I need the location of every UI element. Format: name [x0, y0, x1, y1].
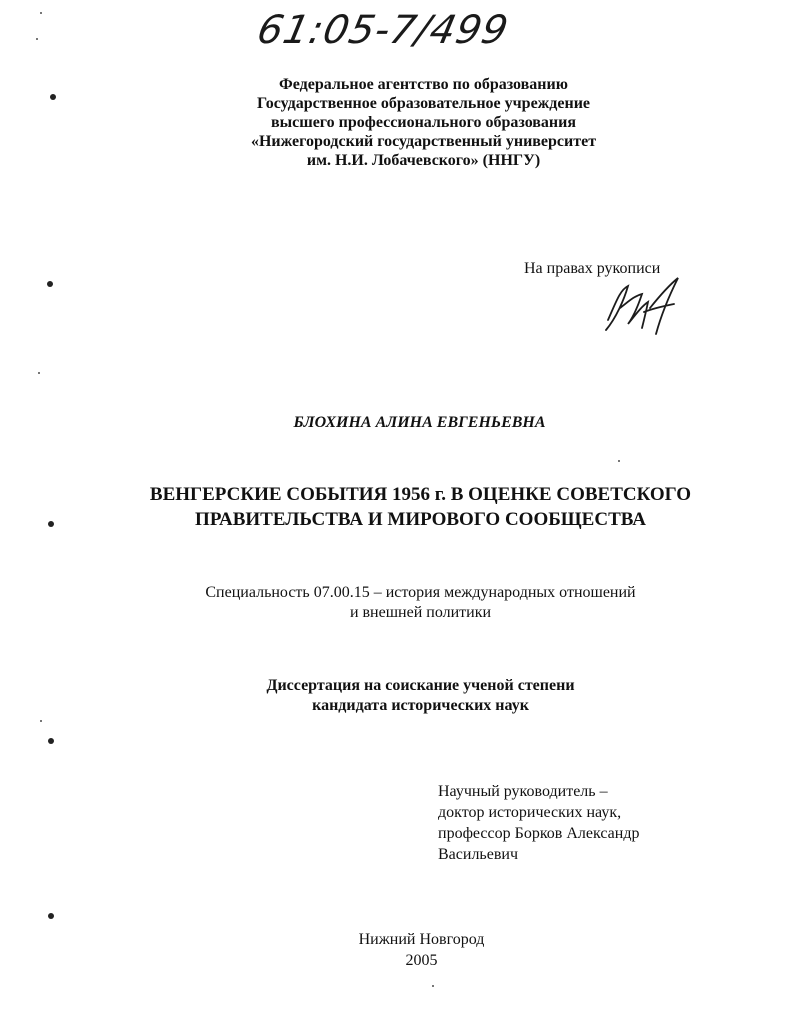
organization-line: Федеральное агентство по образованию [279, 76, 568, 93]
specialty-line: Специальность 07.00.15 – история международных отношений [205, 584, 636, 601]
binder-hole-mark [48, 521, 54, 527]
binder-hole-mark [48, 738, 54, 744]
binder-hole-mark [48, 913, 54, 919]
scan-speck [618, 460, 620, 462]
supervisor-line: профессор Борков Александр [438, 825, 640, 842]
rights-label: На правах рукописи [524, 260, 661, 277]
binder-hole-mark [47, 281, 53, 287]
organization-line: высшего профессионального образования [270, 114, 577, 131]
signature [598, 272, 688, 342]
place-and-year [25, 929, 793, 971]
author-name: БЛОХИНА АЛИНА ЕВГЕНЬЕВНА [293, 414, 546, 431]
city: Нижний Новгород [358, 931, 485, 948]
dissertation-title [24, 482, 793, 532]
scan-speck [432, 985, 434, 987]
scan-speck [40, 12, 42, 14]
title-line: ПРАВИТЕЛЬСТВА И МИРОВОГО СООБЩЕСТВА [195, 509, 646, 530]
scan-speck [38, 372, 40, 374]
supervisor-block [438, 781, 639, 865]
year: 2005 [405, 952, 438, 969]
handwritten-archive-code: 61:05-7/499 [253, 8, 513, 53]
scan-speck [40, 720, 42, 722]
supervisor-line: доктор исторических наук, [438, 804, 622, 821]
organization-line: им. Н.И. Лобачевского» (ННГУ) [306, 152, 541, 169]
organization-line: «Нижегородский государственный университет [250, 133, 597, 150]
supervisor-line: Васильевич [438, 846, 518, 863]
title-line: ВЕНГЕРСКИЕ СОБЫТИЯ 1956 г. В ОЦЕНКЕ СОВЕТСКОГО [149, 484, 692, 505]
degree-line: Диссертация на соискание ученой степени [266, 677, 575, 694]
specialty [24, 583, 793, 623]
supervisor-line: Научный руководитель – [438, 783, 608, 800]
scan-speck [36, 38, 38, 40]
organization-line: Государственное образовательное учреждение [256, 95, 591, 112]
specialty-line: и внешней политики [349, 604, 492, 621]
binder-hole-mark [50, 94, 56, 100]
organization-header [27, 75, 793, 170]
degree-line: кандидата исторических наук [312, 697, 529, 714]
dissertation-degree [24, 676, 793, 716]
